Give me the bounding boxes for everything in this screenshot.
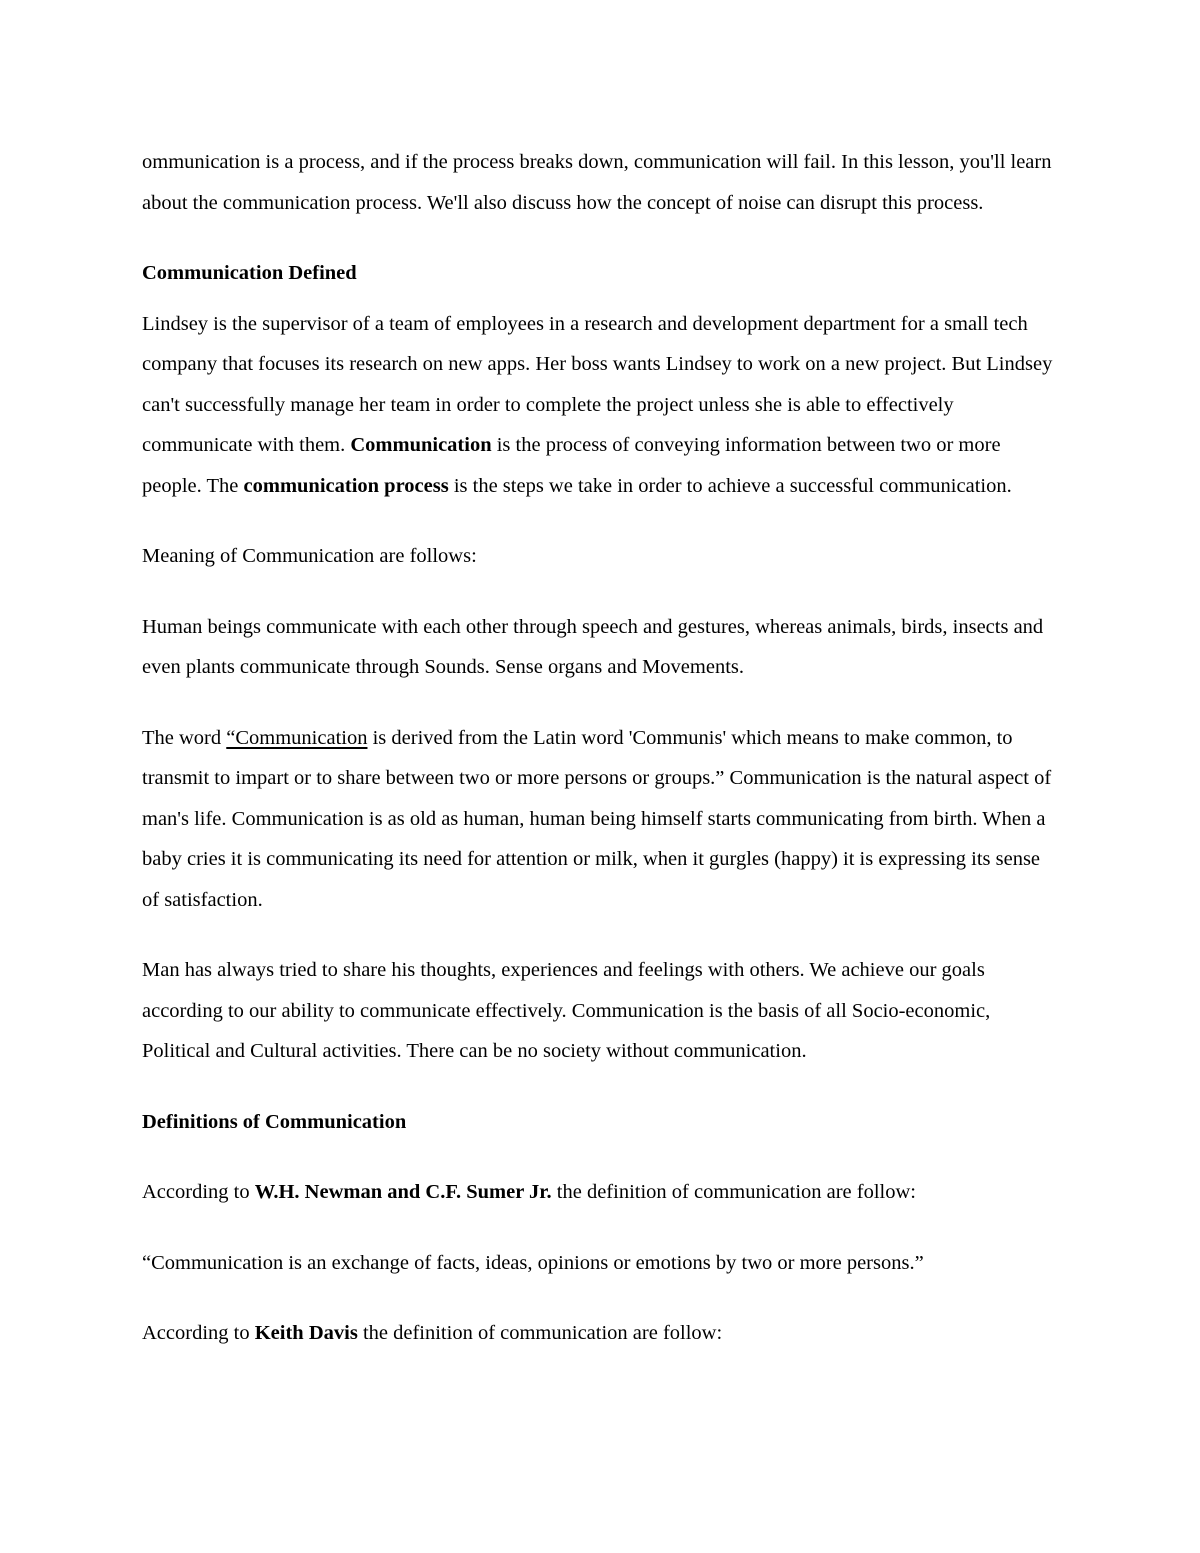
text-run: is the steps we take in order to achieve a successful communication. [448, 474, 1012, 497]
text-run: According to [142, 1322, 255, 1344]
author-name: Keith Davis [254, 1322, 358, 1344]
intro-paragraph: ommunication is a process, and if the process breaks down, communication will fail. In this lesson, you'll learn about the communication process. We'll also discuss how the concept of noise can disrupt this process. [142, 151, 1052, 214]
text-run: According to [142, 1181, 255, 1203]
text-run: is the process of conveying information between two or more people. The [142, 434, 1001, 497]
text-run: is derived from the Latin word 'Communis' which means to make common, to transmit to impart or to share between two or more persons or groups.” Communication is the natural aspect of man's life. Communication is as old as human, human being himself starts communicating from birth. When a baby cries it is communicating its need for attention or milk, when it gurgles (happy) it is expressing its sense of satisfaction. [142, 726, 1052, 911]
heading-communication-defined: Communication Defined [142, 262, 357, 284]
paragraph-word-origin [142, 718, 1058, 921]
bold-term-communication: Communication [350, 434, 492, 456]
author-names: W.H. Newman and C.F. Sumer Jr. [254, 1181, 552, 1203]
paragraph-man-shares: Man has always tried to share his thoughts, experiences and feelings with others. We achieve our goals according to our ability to communicate effectively. Communication is the basis of all Socio-economic, Political and Cultural activities. There can be no society without communication. [142, 959, 991, 1062]
paragraph-human-beings: Human beings communicate with each other through speech and gestures, whereas animals, birds, insects and even plants communicate through Sounds. Sense organs and Movements. [142, 615, 1044, 678]
text-run: the definition of communication are follow: [551, 1181, 917, 1203]
underlined-term: “Communication [226, 726, 368, 749]
paragraph-lindsey [142, 304, 1058, 507]
bold-term-communication-process: communication process [243, 474, 449, 497]
heading-definitions: Definitions of Communication [142, 1110, 407, 1133]
text-run: The word [142, 726, 227, 749]
text-run: the definition of communication are follow: [357, 1322, 723, 1344]
text-run: Lindsey is the supervisor of a team of employees in a research and development department for a small tech company that focuses its research on new apps. Her boss wants Lindsey to work on a new project. But Lindsey can't successfully manage her team in order to complete the project unless she is able to effectively communicate with them. [142, 312, 1053, 456]
quote-definition: “Communication is an exchange of facts, ideas, opinions or emotions by two or more persons.” [142, 1251, 924, 1274]
paragraph-keith-davis [142, 1313, 1058, 1354]
paragraph-meaning-intro: Meaning of Communication are follows: [142, 545, 477, 567]
paragraph-newman-sumer [142, 1172, 1058, 1213]
